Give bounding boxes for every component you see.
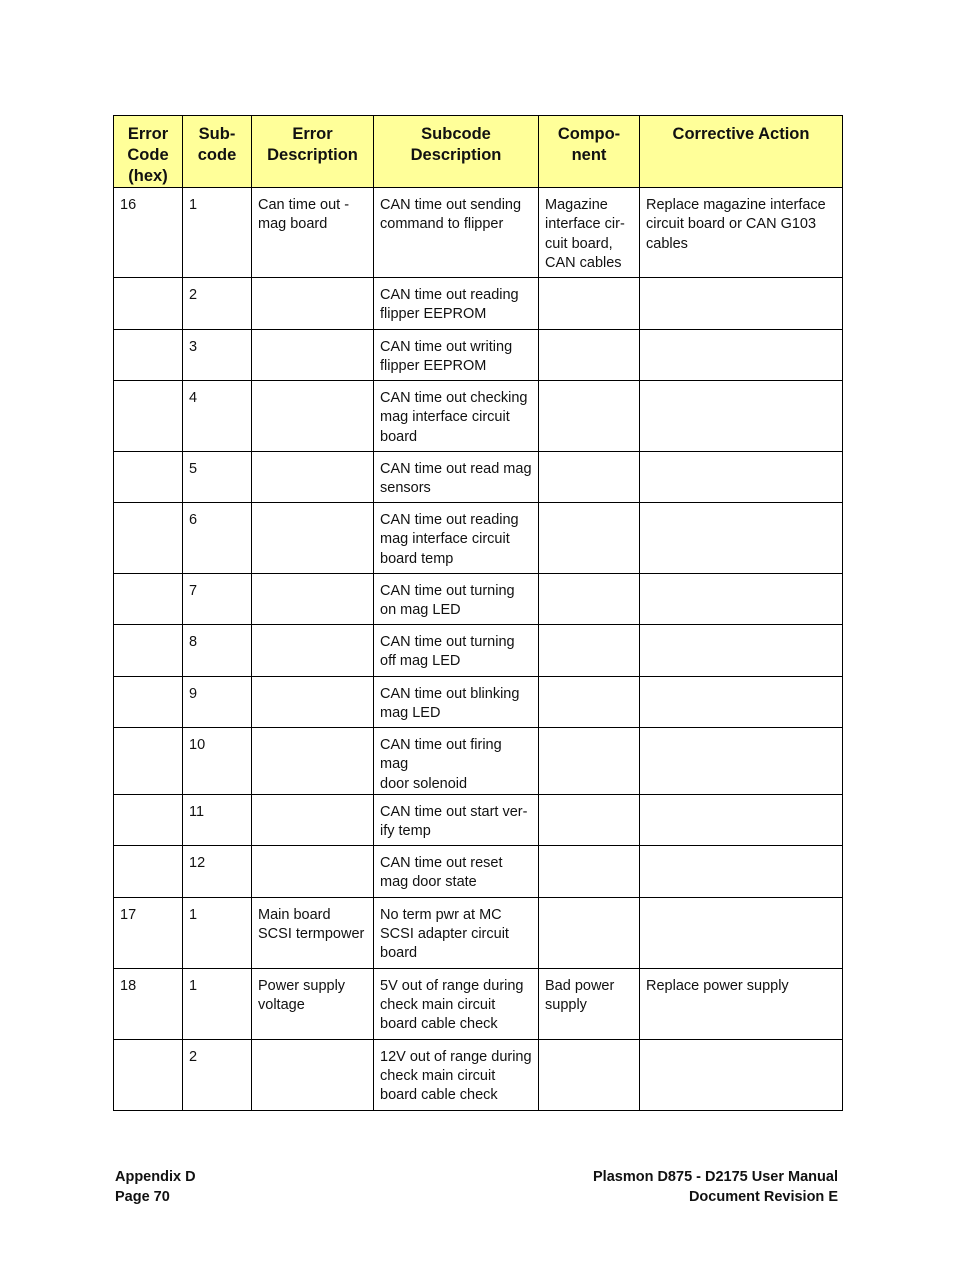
cell-subcode-description: CAN time out firing mag door solenoid <box>374 728 539 795</box>
table-row <box>114 188 843 278</box>
table-row <box>114 452 843 503</box>
cell-error-code <box>114 574 183 625</box>
cell-error-code <box>114 845 183 897</box>
cell-error-description: Can time out - mag board <box>252 188 374 278</box>
footer-revision: Document Revision E <box>688 1188 838 1205</box>
cell-error-description <box>252 381 374 452</box>
cell-component <box>539 1039 640 1110</box>
cell-subcode-description: CAN time out reset mag door state <box>374 845 539 897</box>
cell-error-code: 16 <box>114 188 183 278</box>
cell-error-description <box>252 1039 374 1110</box>
table-row <box>114 728 843 795</box>
cell-subcode-description: 5V out of range during check main circuit board cable check <box>374 968 539 1039</box>
footer-left <box>115 1168 196 1207</box>
cell-error-description <box>252 330 374 381</box>
cell-subcode-description: CAN time out read mag sensors <box>374 452 539 503</box>
cell-corrective-action: Replace power supply <box>640 968 843 1039</box>
footer-page-number: Page 70 <box>115 1188 170 1205</box>
cell-component: Bad power supply <box>539 968 640 1039</box>
cell-sub-code: 7 <box>183 574 252 625</box>
cell-corrective-action <box>640 897 843 968</box>
table-row <box>114 677 843 728</box>
cell-sub-code: 1 <box>183 897 252 968</box>
table-header-row <box>114 116 843 188</box>
cell-subcode-description: No term pwr at MC SCSI adapter circuit board <box>374 897 539 968</box>
cell-corrective-action <box>640 452 843 503</box>
footer-right <box>593 1168 838 1207</box>
cell-subcode-description: CAN time out reading mag interface circuit board temp <box>374 503 539 574</box>
cell-subcode-description: CAN time out sending command to flipper <box>374 188 539 278</box>
cell-error-code <box>114 728 183 795</box>
header-error-description: Error Description <box>252 116 374 188</box>
cell-error-code <box>114 452 183 503</box>
cell-corrective-action: Replace magazine interface circuit board or CAN G103 cables <box>640 188 843 278</box>
cell-error-code <box>114 794 183 845</box>
cell-component <box>539 728 640 795</box>
cell-error-description <box>252 452 374 503</box>
cell-error-code <box>114 278 183 330</box>
cell-error-code <box>114 381 183 452</box>
cell-error-code <box>114 330 183 381</box>
cell-corrective-action <box>640 625 843 677</box>
cell-corrective-action <box>640 794 843 845</box>
cell-component <box>539 794 640 845</box>
cell-component <box>539 574 640 625</box>
cell-sub-code: 3 <box>183 330 252 381</box>
cell-error-code <box>114 503 183 574</box>
cell-component <box>539 625 640 677</box>
cell-sub-code: 5 <box>183 452 252 503</box>
cell-error-description <box>252 677 374 728</box>
cell-component: Magazine interface cir- cuit board, CAN cables <box>539 188 640 278</box>
cell-error-description <box>252 574 374 625</box>
header-error-code: Error Code (hex) <box>114 116 183 188</box>
cell-error-code <box>114 625 183 677</box>
cell-corrective-action <box>640 845 843 897</box>
cell-sub-code: 6 <box>183 503 252 574</box>
cell-subcode-description: CAN time out turning off mag LED <box>374 625 539 677</box>
cell-error-description: Main board SCSI termpower <box>252 897 374 968</box>
cell-error-code: 17 <box>114 897 183 968</box>
cell-subcode-description: CAN time out reading flipper EEPROM <box>374 278 539 330</box>
table-row <box>114 503 843 574</box>
table-row <box>114 381 843 452</box>
cell-error-description <box>252 845 374 897</box>
table-row <box>114 968 843 1039</box>
cell-sub-code: 12 <box>183 845 252 897</box>
cell-sub-code: 4 <box>183 381 252 452</box>
cell-error-description <box>252 728 374 795</box>
table-row <box>114 1039 843 1110</box>
header-component: Compo- nent <box>539 116 640 188</box>
cell-corrective-action <box>640 677 843 728</box>
cell-component <box>539 897 640 968</box>
table-row <box>114 330 843 381</box>
cell-subcode-description: CAN time out turning on mag LED <box>374 574 539 625</box>
cell-error-description <box>252 278 374 330</box>
cell-sub-code: 8 <box>183 625 252 677</box>
cell-error-code: 18 <box>114 968 183 1039</box>
table-row <box>114 897 843 968</box>
cell-sub-code: 2 <box>183 278 252 330</box>
footer-manual-title: Plasmon D875 - D2175 User Manual <box>593 1169 838 1185</box>
cell-corrective-action <box>640 1039 843 1110</box>
error-code-table <box>113 115 843 1111</box>
cell-component <box>539 845 640 897</box>
table-row <box>114 845 843 897</box>
cell-sub-code: 1 <box>183 188 252 278</box>
cell-component <box>539 677 640 728</box>
cell-component <box>539 452 640 503</box>
cell-sub-code: 10 <box>183 728 252 795</box>
cell-subcode-description: CAN time out checking mag interface circuit board <box>374 381 539 452</box>
cell-error-description <box>252 625 374 677</box>
table-row <box>114 574 843 625</box>
cell-subcode-description: 12V out of range during check main circuit board cable check <box>374 1039 539 1110</box>
table-row <box>114 278 843 330</box>
cell-error-code <box>114 677 183 728</box>
cell-error-code <box>114 1039 183 1110</box>
cell-component <box>539 503 640 574</box>
footer-appendix: Appendix D <box>115 1169 196 1185</box>
cell-corrective-action <box>640 330 843 381</box>
cell-subcode-description: CAN time out blinking mag LED <box>374 677 539 728</box>
cell-corrective-action <box>640 728 843 795</box>
cell-subcode-description: CAN time out writing flipper EEPROM <box>374 330 539 381</box>
cell-sub-code: 2 <box>183 1039 252 1110</box>
cell-sub-code: 9 <box>183 677 252 728</box>
cell-subcode-description: CAN time out start ver- ify temp <box>374 794 539 845</box>
cell-corrective-action <box>640 278 843 330</box>
header-corrective-action: Corrective Action <box>640 116 843 188</box>
header-sub-code: Sub- code <box>183 116 252 188</box>
cell-error-description <box>252 794 374 845</box>
cell-component <box>539 278 640 330</box>
table-row <box>114 794 843 845</box>
table-row <box>114 625 843 677</box>
cell-corrective-action <box>640 381 843 452</box>
cell-sub-code: 1 <box>183 968 252 1039</box>
cell-sub-code: 11 <box>183 794 252 845</box>
cell-component <box>539 381 640 452</box>
cell-corrective-action <box>640 574 843 625</box>
cell-corrective-action <box>640 503 843 574</box>
header-subcode-description: Subcode Description <box>374 116 539 188</box>
cell-component <box>539 330 640 381</box>
cell-error-description: Power supply voltage <box>252 968 374 1039</box>
cell-error-description <box>252 503 374 574</box>
